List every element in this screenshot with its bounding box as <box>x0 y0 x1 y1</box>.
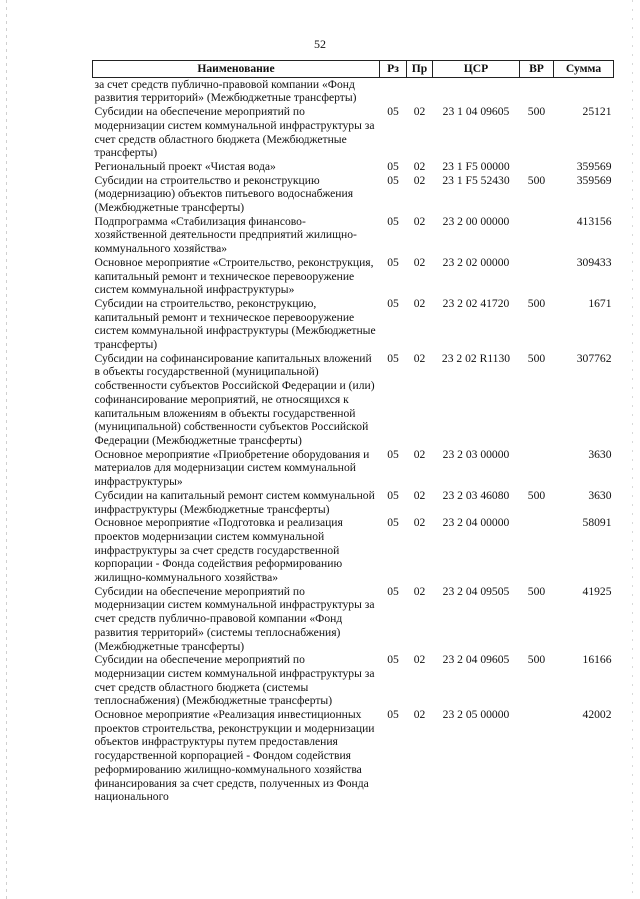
table-row <box>93 585 614 654</box>
column-header-name: Наименование <box>93 61 380 78</box>
cell-csr: 23 2 00 00000 <box>442 214 510 228</box>
cell-sum: 359569 <box>576 173 612 187</box>
cell-sum: 3630 <box>588 447 612 461</box>
cell-vr <box>520 708 554 804</box>
cell-vr: 500 <box>527 584 546 598</box>
cell-name: за счет средств публично-правовой компании «Фонд развития территорий» (Межбюджетные трансферты) <box>94 77 357 105</box>
cell-rz <box>380 77 407 105</box>
cell-sum: 1671 <box>588 296 612 310</box>
cell-csr: 23 1 F5 00000 <box>442 159 510 173</box>
cell-vr <box>520 215 554 256</box>
cell-sum: 309433 <box>576 255 612 269</box>
cell-rz: 05 <box>387 105 399 119</box>
cell-rz: 05 <box>387 708 399 722</box>
cell-csr: 23 2 05 00000 <box>442 708 510 722</box>
cell-rz: 05 <box>387 488 399 502</box>
cell-pr <box>407 77 433 105</box>
cell-sum: 41925 <box>582 584 612 598</box>
cell-sum: 42002 <box>582 708 612 722</box>
table-row <box>93 77 614 105</box>
cell-rz: 05 <box>387 173 399 187</box>
cell-pr: 02 <box>413 159 426 173</box>
cell-csr: 23 2 04 00000 <box>442 516 510 530</box>
table-row <box>93 448 614 489</box>
table-row <box>93 516 614 585</box>
cell-rz: 05 <box>387 584 399 598</box>
cell-rz: 05 <box>387 255 399 269</box>
cell-vr: 500 <box>527 296 546 310</box>
cell-csr: 23 2 03 46080 <box>442 488 510 502</box>
table-row <box>93 352 614 448</box>
cell-pr: 02 <box>413 351 426 365</box>
cell-pr: 02 <box>413 488 426 502</box>
cell-pr: 02 <box>413 296 426 310</box>
cell-pr: 02 <box>413 447 426 461</box>
cell-vr <box>520 160 554 174</box>
cell-name: Основное мероприятие «Приобретение оборудования и материалов для модернизации систем коммунальной инфраструктуры» <box>94 447 370 489</box>
cell-pr: 02 <box>413 173 426 187</box>
cell-sum: 58091 <box>582 516 612 530</box>
cell-csr: 23 1 04 09605 <box>442 105 510 119</box>
column-header-rz: Рз <box>380 61 407 78</box>
cell-name: Субсидии на обеспечение мероприятий по модернизации систем коммунальной инфраструктуры за счет средств областного бюджета (Межбюджетные трансферты) <box>94 105 375 160</box>
cell-pr: 02 <box>413 255 426 269</box>
cell-csr: 23 2 03 00000 <box>442 447 510 461</box>
cell-vr: 500 <box>527 351 546 365</box>
cell-name: Субсидии на софинансирование капитальных вложений в объекты государственной (муниципальной) собственности субъектов Российской Федерации и (или) софинансирование мероприятий, не относящихся к капитальным вложениям в объекты государственной (муниципальной) собственности субъектов Российской Федерации (Межбюджетные трансферты) <box>94 351 375 447</box>
cell-name: Субсидии на строительство и реконструкцию (модернизацию) объектов питьевого водоснабжения (Межбюджетные трансферты) <box>94 173 354 215</box>
cell-sum: 413156 <box>576 214 612 228</box>
cell-csr: 23 2 04 09505 <box>442 584 510 598</box>
cell-rz: 05 <box>387 516 399 530</box>
cell-csr: 23 1 F5 52430 <box>442 173 510 187</box>
cell-name: Подпрограмма «Стабилизация финансово-хозяйственной деятельности предприятий жилищно-коммунального хозяйства» <box>94 214 357 256</box>
cell-sum: 307762 <box>576 351 612 365</box>
table-row <box>93 708 614 804</box>
cell-csr: 23 2 02 41720 <box>442 296 510 310</box>
table-row <box>93 489 614 516</box>
cell-name: Основное мероприятие «Подготовка и реализация проектов модернизации систем коммунальной инфраструктуры за счет средств государственной корпорации - Фонда содействия реформированию жилищно-коммунального хозяйства» <box>94 516 343 585</box>
budget-table <box>92 60 614 804</box>
table-row <box>93 653 614 708</box>
cell-csr: 23 2 02 00000 <box>442 255 510 269</box>
scan-edge-right <box>632 0 633 899</box>
column-header-pr: Пр <box>407 61 433 78</box>
cell-rz: 05 <box>387 653 399 667</box>
cell-name: Основное мероприятие «Реализация инвестиционных проектов строительства, реконструкции и модернизации объектов инфраструктуры путем предоставления государственной корпорацией - Фондом содействия реформированию жилищно-коммунального хозяйства финансирования за счет средств, полученных из Фонда национального <box>94 708 375 804</box>
cell-name: Субсидии на капитальный ремонт систем коммунальной инфраструктуры (Межбюджетные трансферты) <box>94 488 375 516</box>
cell-vr: 500 <box>527 173 546 187</box>
cell-name: Субсидии на обеспечение мероприятий по модернизации систем коммунальной инфраструктуры за счет средств областного бюджета (системы теплоснабжения) (Межбюджетные трансферты) <box>94 653 375 708</box>
cell-vr: 500 <box>527 488 546 502</box>
cell-rz: 05 <box>387 296 399 310</box>
table-row <box>93 105 614 160</box>
cell-name: Региональный проект «Чистая вода» <box>94 159 276 173</box>
table-row <box>93 297 614 352</box>
cell-sum: 3630 <box>588 488 612 502</box>
cell-vr: 500 <box>527 105 546 119</box>
cell-vr <box>520 516 554 585</box>
header-row <box>93 61 614 78</box>
cell-sum: 16166 <box>582 653 612 667</box>
cell-vr <box>520 256 554 297</box>
cell-pr: 02 <box>413 708 426 722</box>
page-number: 52 <box>314 37 326 51</box>
table-body <box>93 77 614 804</box>
cell-rz: 05 <box>387 159 399 173</box>
cell-vr: 500 <box>527 653 546 667</box>
cell-rz: 05 <box>387 351 399 365</box>
cell-pr: 02 <box>413 584 426 598</box>
cell-name: Субсидии на строительство, реконструкцию, капитальный ремонт и техническое перевооружение систем коммунальной инфраструктуры (Межбюджетные трансферты) <box>94 296 376 352</box>
table-row <box>93 215 614 256</box>
cell-pr: 02 <box>413 653 426 667</box>
column-header-sum: Сумма <box>554 61 614 78</box>
cell-vr <box>520 448 554 489</box>
cell-sum <box>554 77 614 105</box>
cell-sum: 25121 <box>582 105 612 119</box>
cell-csr: 23 2 02 R1130 <box>441 351 511 365</box>
cell-pr: 02 <box>413 516 426 530</box>
cell-name: Основное мероприятие «Строительство, реконструкция, капитальный ремонт и техническое перевооружение систем коммунальной инфраструктуры» <box>94 255 374 297</box>
scan-edge-left <box>6 0 7 899</box>
table-row <box>93 160 614 174</box>
column-header-csr: ЦСР <box>433 61 520 78</box>
cell-pr: 02 <box>413 105 426 119</box>
cell-vr <box>520 77 554 105</box>
column-header-vr: ВР <box>520 61 554 78</box>
table-row <box>93 174 614 215</box>
cell-pr: 02 <box>413 214 426 228</box>
cell-rz: 05 <box>387 214 399 228</box>
table-header <box>93 61 614 78</box>
cell-rz: 05 <box>387 447 399 461</box>
cell-name: Субсидии на обеспечение мероприятий по модернизации систем коммунальной инфраструктуры за счет средств публично-правовой компании «Фонд развития территорий» (системы теплоснабжения) (Межбюджетные трансферты) <box>94 584 375 653</box>
cell-sum: 359569 <box>576 159 612 173</box>
table-row <box>93 256 614 297</box>
cell-csr: 23 2 04 09605 <box>442 653 510 667</box>
cell-csr <box>433 77 520 105</box>
